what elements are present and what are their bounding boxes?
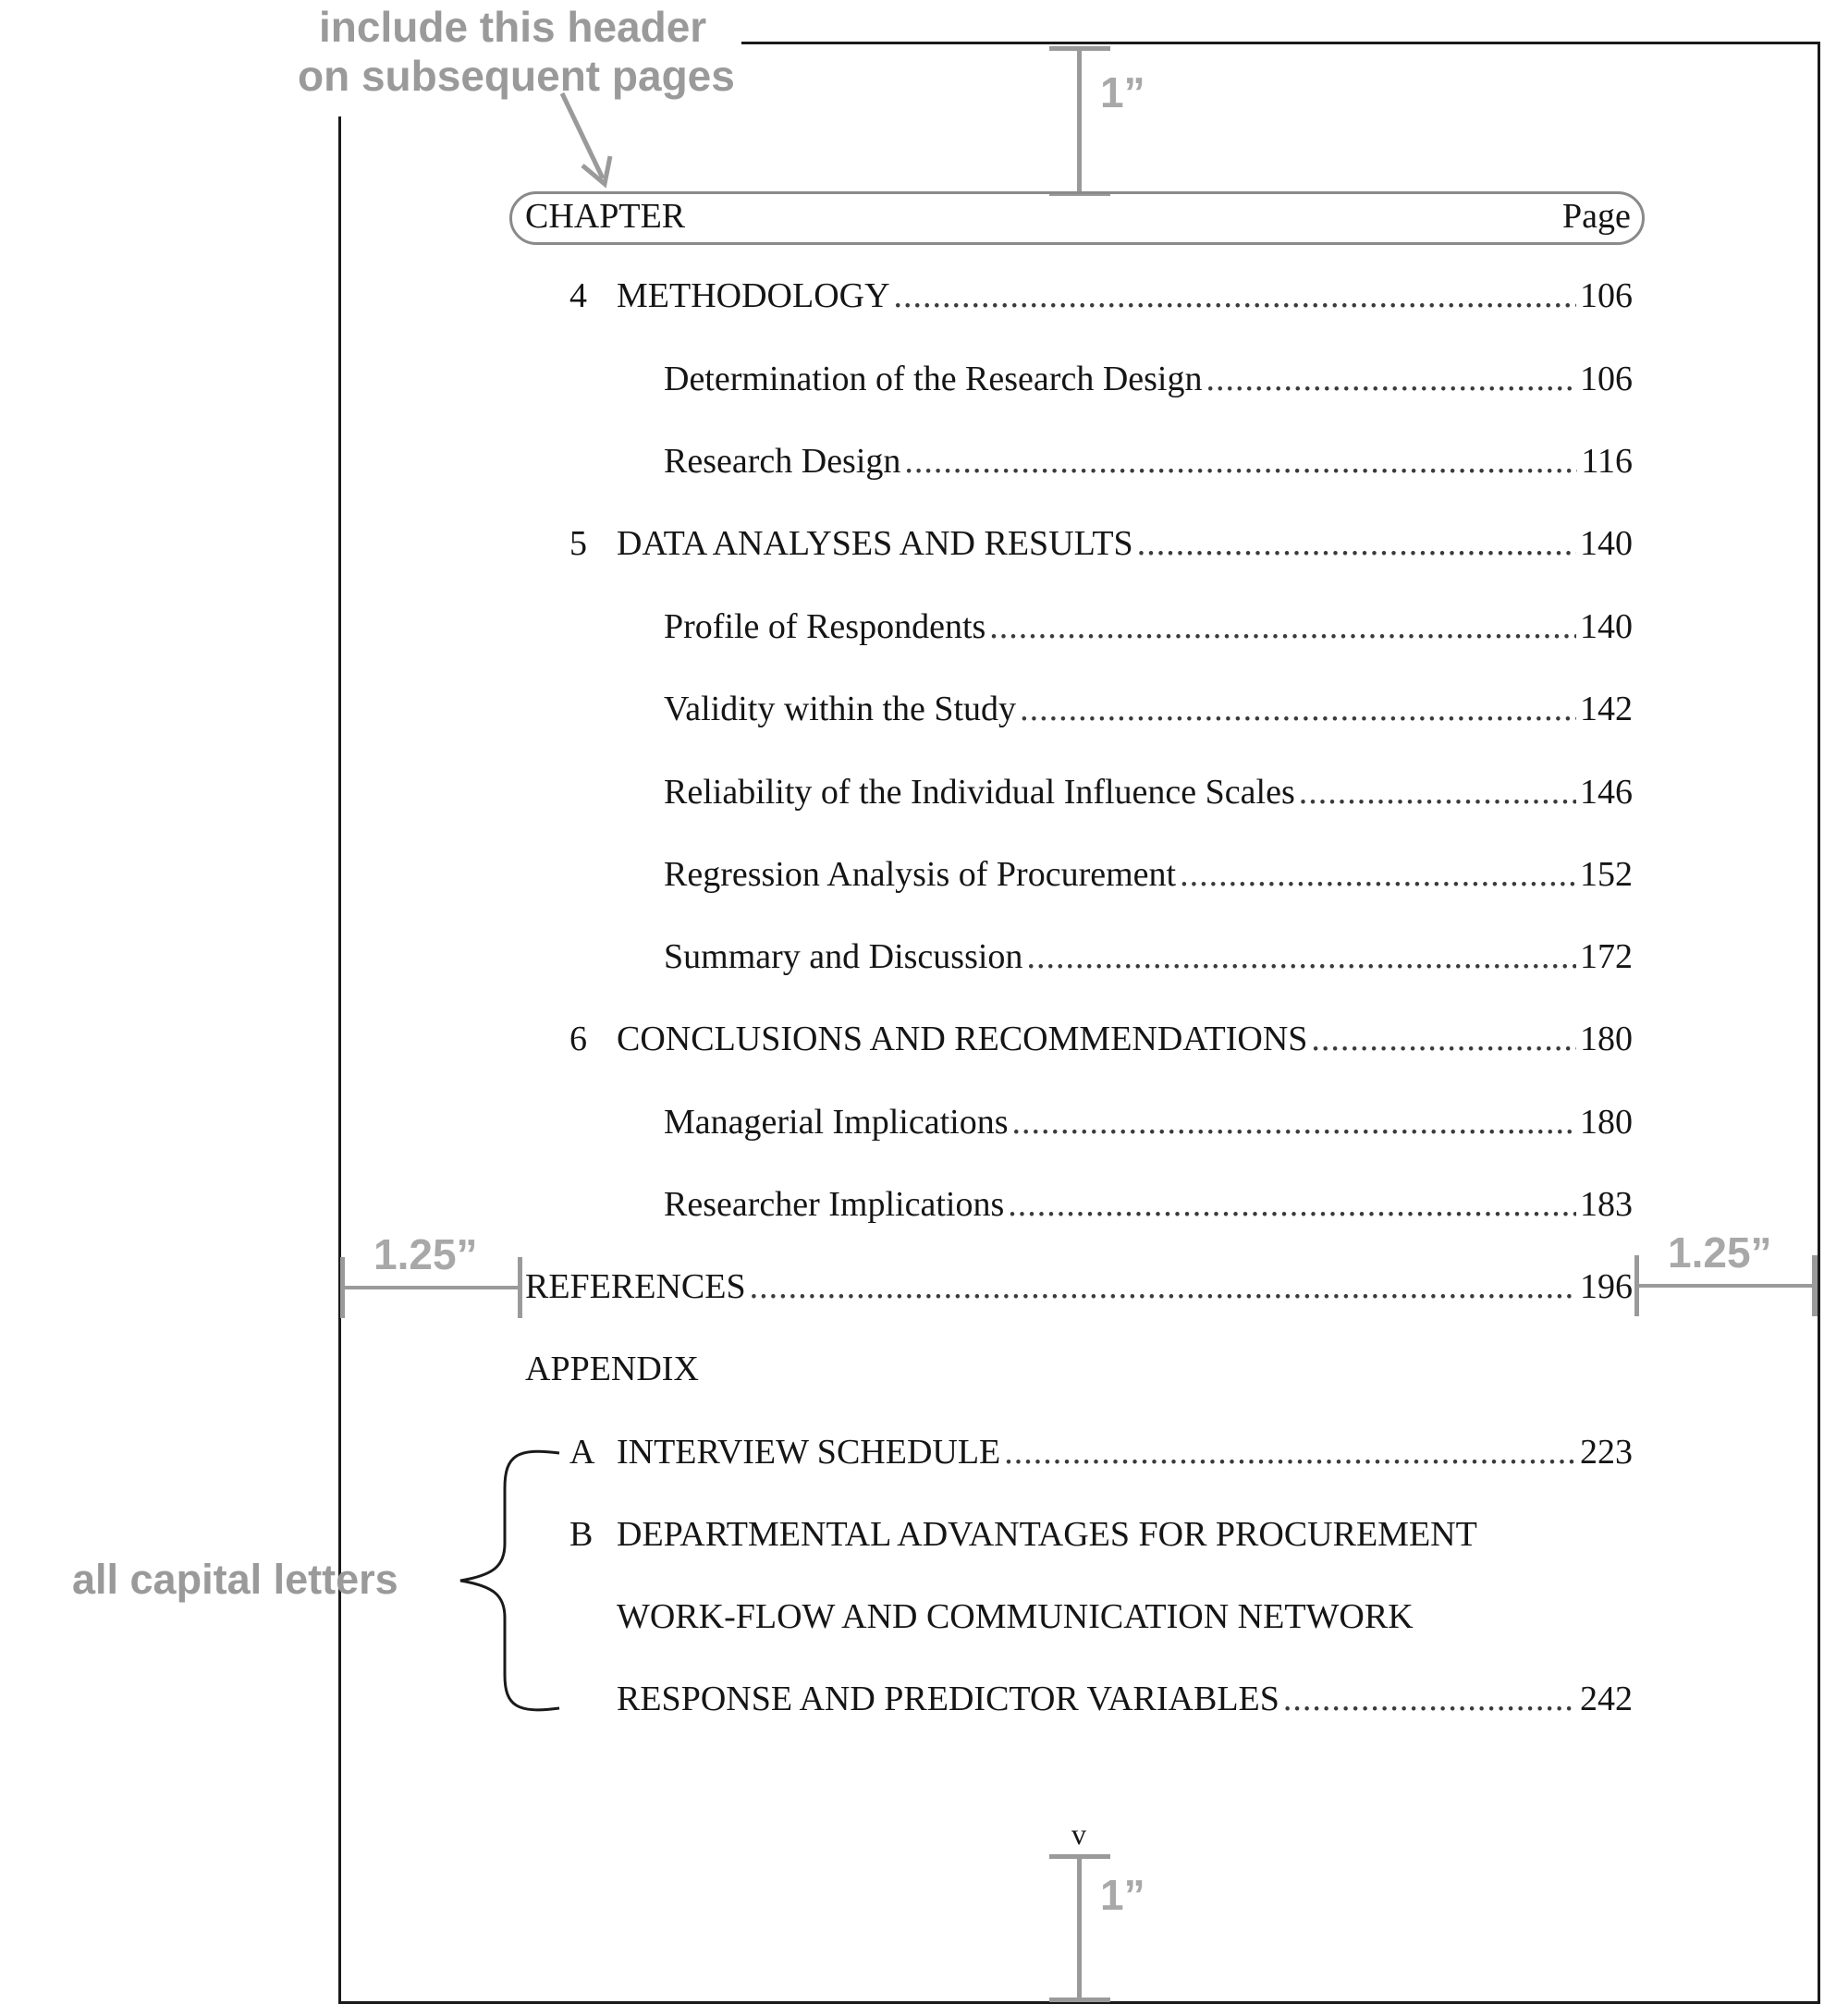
top-margin-tick-top bbox=[1049, 46, 1110, 51]
toc-section: Regression Analysis of Procurement ..... 152 bbox=[664, 854, 1633, 900]
right-margin-tick-outer bbox=[1812, 1255, 1818, 1316]
toc-chapter-6: 6 CONCLUSIONS AND RECOMMENDATIONS ..... 180 bbox=[569, 1019, 1633, 1065]
toc-section: Research Design ..... 116 bbox=[664, 441, 1633, 487]
header-chapter-label: CHAPTER bbox=[525, 197, 686, 236]
appendix-heading: APPENDIX bbox=[525, 1350, 699, 1388]
top-margin-bar bbox=[1077, 48, 1082, 194]
toc-appendix-a: A INTERVIEW SCHEDULE ..... 223 bbox=[569, 1432, 1633, 1478]
toc-appendix-b-line3: RESPONSE AND PREDICTOR VARIABLES ..... 242 bbox=[617, 1679, 1633, 1725]
toc-references: REFERENCES ..... 196 bbox=[525, 1266, 1633, 1313]
bottom-margin-tick-bottom bbox=[1049, 1998, 1110, 2002]
toc-section: Validity within the Study ..... 142 bbox=[664, 689, 1633, 735]
bottom-margin-label: 1” bbox=[1100, 1871, 1145, 1919]
toc-appendix-b-line2: WORK-FLOW AND COMMUNICATION NETWORK bbox=[617, 1597, 1414, 1636]
page-edge-left bbox=[338, 116, 341, 2004]
toc-section: Profile of Respondents ..... 140 bbox=[664, 606, 1633, 653]
header-note-line2: on subsequent pages bbox=[298, 52, 735, 100]
right-margin-label: 1.25” bbox=[1668, 1228, 1772, 1277]
arrow-icon bbox=[555, 88, 629, 189]
caps-note: all capital letters bbox=[72, 1556, 398, 1603]
left-margin-bar bbox=[342, 1286, 520, 1289]
right-margin-bar bbox=[1636, 1284, 1818, 1288]
bottom-margin-tick-top bbox=[1049, 1854, 1110, 1859]
toc-chapter-5: 5 DATA ANALYSES AND RESULTS ..... 140 bbox=[569, 523, 1633, 569]
toc-chapter-4: 4 METHODOLOGY ..... 106 bbox=[569, 275, 1633, 322]
right-margin-tick-inner bbox=[1634, 1255, 1639, 1316]
header-page-label: Page bbox=[1562, 197, 1631, 236]
toc-section: Managerial Implications ..... 180 bbox=[664, 1102, 1633, 1148]
toc-section: Summary and Discussion ..... 172 bbox=[664, 936, 1633, 983]
header-note-line1: include this header bbox=[319, 3, 707, 51]
left-margin-tick-outer bbox=[340, 1257, 345, 1318]
toc-section: Researcher Implications ..... 183 bbox=[664, 1184, 1633, 1230]
toc-section: Determination of the Research Design ..... 106 bbox=[664, 359, 1633, 405]
page-edge-top bbox=[741, 42, 1819, 44]
bottom-margin-bar bbox=[1077, 1856, 1082, 2002]
page-edge-right bbox=[1818, 42, 1820, 2004]
brace-icon bbox=[453, 1442, 564, 1719]
toc-appendix-b: B DEPARTMENTAL ADVANTAGES FOR PROCUREMENT bbox=[569, 1515, 1477, 1554]
left-margin-label: 1.25” bbox=[373, 1230, 478, 1278]
left-margin-tick-inner bbox=[518, 1257, 522, 1318]
top-margin-label: 1” bbox=[1100, 68, 1145, 116]
toc-section: Reliability of the Individual Influence Scales ..... 146 bbox=[664, 772, 1633, 818]
page-number: v bbox=[1071, 1817, 1086, 1851]
